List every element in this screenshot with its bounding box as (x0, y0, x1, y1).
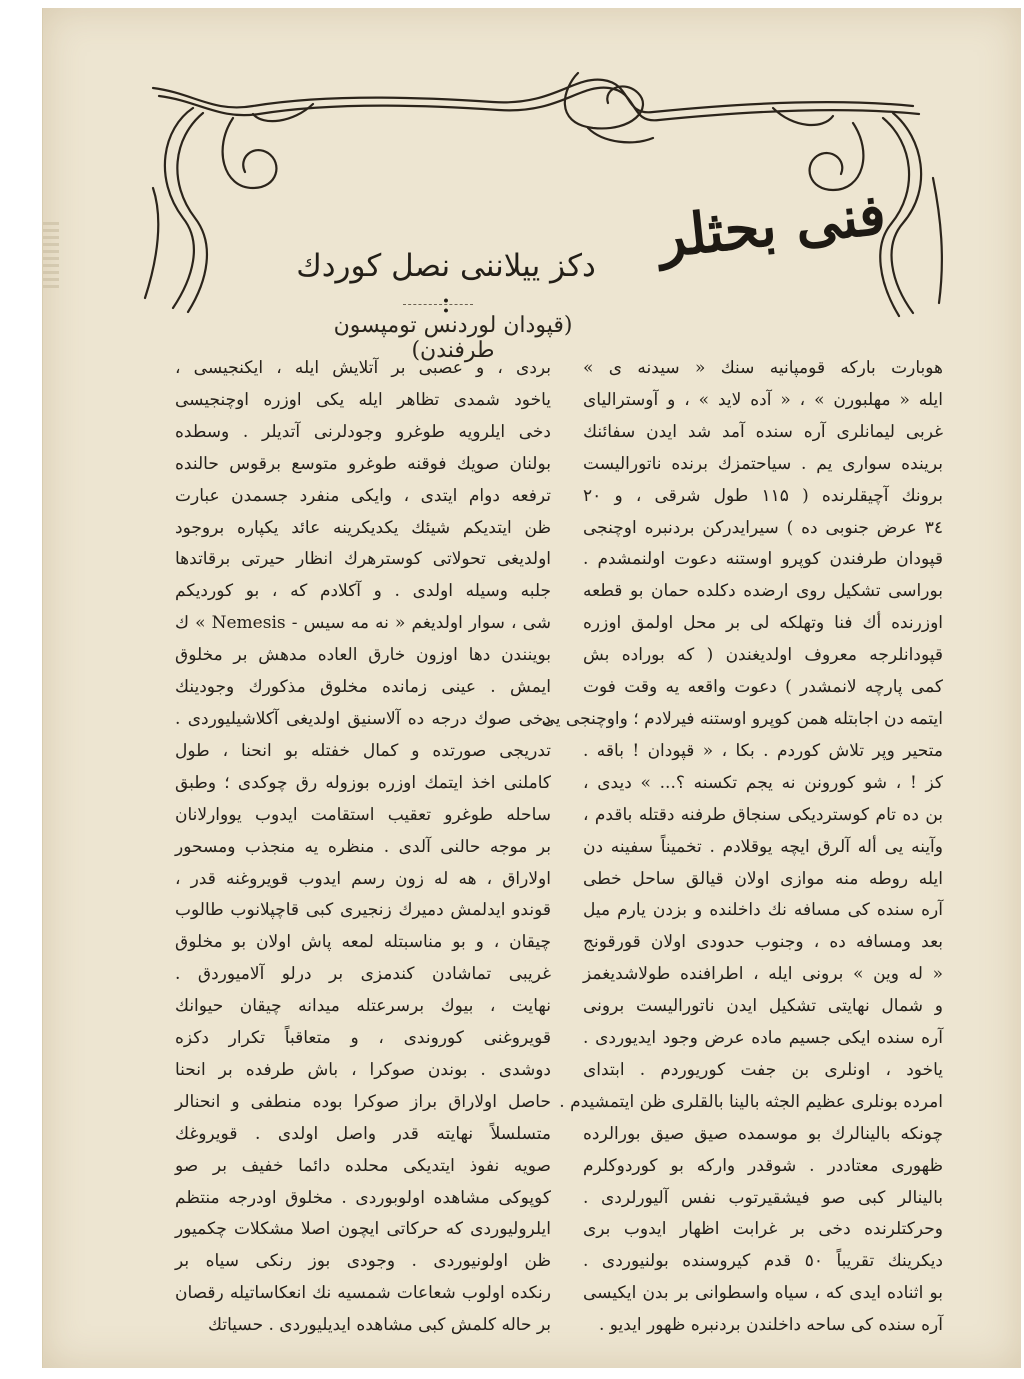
article-byline: (قپودان لوردنس تومپسون طرفندن) (333, 313, 573, 363)
text-line: ظن اولونیوردی . وجودی بوز رنکی سیاه بر (175, 1251, 551, 1272)
page-fold-mark (43, 218, 59, 288)
text-line: یاخود شمدی تظاهر ایله یکی اوزره اوچنجیسی (175, 389, 551, 410)
text-line: دوشدی . بوندن صوکرا ، باش طرفده بر انحنا (175, 1059, 551, 1080)
text-line: قپودانلرجه معروف اولدیغندن ( که بوراده بش (583, 645, 943, 666)
text-line: ایمش . عینی زمانده مخلوق مذکورك وجودینك (175, 677, 551, 698)
text-line: ایله « مهلبورن » ، « آده لاید » ، و آوسترالیای (583, 389, 943, 410)
text-line: بعد ومسافه ده ، وجنوب حدودی اولان قورقونج (583, 932, 943, 953)
text-line: هوبارت بارکه قومپانیه سنك « سیدنه ی » (583, 358, 943, 378)
text-line: چونکه بالینالرك بو موسمده صیق صیق بورالرده (583, 1123, 943, 1144)
article-title: دکز ییلاننی نصل کوردك : (296, 248, 596, 320)
text-line: جلبه وسیله اولدی . و آکلادم که ، بو کوردیکم (175, 581, 551, 602)
text-line: غریبی تماشادن کندمزی بر درلو آلامیوردق . (175, 964, 551, 985)
text-line: ظن ایتدیکم شیئك یکدیکرینه عائد یکپاره بروجود (175, 517, 551, 538)
text-line: شی ، سوار اولدیغم « نه مه سیس - Nemesis » ك (175, 613, 551, 634)
text-line: تدریجی صورتده و کمال خفتله بو انحنا ، طول (175, 740, 551, 761)
title-divider (403, 304, 473, 305)
text-line: ۳٤ عرض جنوبی ده ) سیرایدرکن بردنبره اوچنجی (583, 517, 943, 538)
text-line: دخی صوك درجه ده آلاسنیق اولدیغی آکلاشیلیوردی . (175, 708, 551, 729)
text-line: برینده سواری یم . سیاحتمزك برنده ناتورالیست (583, 453, 943, 474)
text-line: ترفعه دوام ایتدی ، وایکی منفرد جسمدن عبارت (175, 485, 551, 506)
text-line: آره سنده کی ساحه داخلندن بردنبره ظهور ایدیو . (598, 1315, 943, 1336)
text-line: کز ! ، شو کورونن نه یجم تکسنه ؟... » دیدی ، (583, 772, 943, 793)
text-line: دیکرینك تقریباً ٥٠ قدم کیروسنده بولنیوردی . (583, 1251, 943, 1272)
magazine-section-title: فنی بحثلر (655, 181, 889, 271)
text-line: ساحله طوغرو تعقیب استقامت ایدوب یووارلانان (175, 804, 551, 825)
text-column-left (175, 353, 551, 1342)
text-line: متسلسلاً نهایته قدر واصل اولدی . قویروغك (175, 1123, 551, 1144)
text-line: اولاراق ، هه له زون رسم ایدوب قویروغنه قدر ، (175, 868, 551, 889)
text-line: کمی پارچه لانمشدر ) دعوت واقعه یه وقت فوت (583, 677, 943, 698)
text-line: دخی ایلرویه طوغرو وجودلرنی آتدیلر . وسطده (175, 421, 551, 442)
text-line: نهایت ، بیوك برسرعتله میدانه چیقان حیوانك (175, 996, 551, 1017)
text-line: بولنان صویك فوقنه طوغرو متوسع برقوس حالنده (175, 453, 551, 474)
magazine-page (42, 8, 1021, 1368)
text-line: رنکده اولوب شعاعات شمسیه نك انعکاساتیله رقصان (175, 1283, 551, 1304)
text-line: وحرکتلرنده دخی بر غرابت اظهار ایدوب بری (583, 1219, 943, 1240)
text-line: اولدیغی تحولاتی کوسترهرك انظار حیرتی برقاتدها (175, 549, 551, 570)
text-line: قپودان طرفندن کوپرو اوستنه دعوت اولنمشدم . (583, 549, 943, 570)
text-line: ایلرولیوردی که حرکاتی ایچون اصلا مشکلات چکمیور (175, 1219, 551, 1240)
text-line: کاملنی اخذ ایتمك اوزره بوزوله رق چوکدی ؛ وطبق (175, 772, 551, 793)
text-line: اوزرنده أك فنا وتهلکه لی بر محل اولمق اوزره (583, 613, 943, 634)
text-line: بر حاله کلمش کبی مشاهده ایدیلیوردی . حسیاتك (208, 1315, 551, 1336)
text-line: آره سنده ایکی جسیم ماده عرض وجود ایدیوردی . (583, 1028, 943, 1049)
text-line: چیقان ، و بو مناسبتله لمعه پاش اولان بو مخلوق (175, 932, 551, 953)
text-line: بالینالر کبی صو فیشقیرتوب نفس آلیورلردی . (583, 1187, 943, 1208)
text-line: برونك آچیقلرنده ( ۱۱۵ طول شرقی ، و ۲۰ (583, 485, 943, 506)
text-line: غربی لیمانلری آره سنده آمد شد ایدن سفائنك (583, 421, 943, 442)
text-line: کوپوکی مشاهده اولوبوردی . مخلوق اودرجه منتظم (175, 1187, 551, 1208)
text-line: بردی ، و عصبی بر آتلایش ایله ، ایکنجیسی ، (175, 358, 551, 378)
text-line: متحیر وپر تلاش کوردم . بکا ، « قپودان ! باقه . (583, 740, 943, 761)
text-line: بو اثناده ایدی که ، سیاه واسطوانی بر بدن ایکیسی (583, 1283, 943, 1304)
text-line: بوراسی تشکیل روی ارضده دکلده حمان بو قطعه (583, 581, 943, 602)
text-line: بر موجه حالنی آلدی . منظره یه منجذب ومسحور (175, 836, 551, 857)
text-line: ایله روطه منه موازی اولان قیالق ساحل خطی (583, 868, 943, 889)
text-line: حاصل اولاراق براز صوکرا بوده منطفی و انحنالر (175, 1091, 551, 1112)
text-line: وآینه یی أله آلرق ایچه یوقلادم . تخمیناً سفینه دن (583, 836, 943, 857)
text-line: آره سنده کی مسافه نك داخلنده و بزدن یارم میل (583, 900, 943, 921)
text-line: قویروغنی کوروندی ، و متعاقباً تکرار دکزه (175, 1028, 551, 1049)
text-line: قوندو ایدلمش دمیرك زنجیری کبی قاچپلانوب طالوب (175, 900, 551, 921)
text-line: بوینندن دها اوزون خارق العاده مدهش بر مخلوق (175, 645, 551, 666)
text-line: و شمال نهایتی تشکیل ایدن ناتورالیست برونی (583, 996, 943, 1017)
text-column-right (541, 353, 943, 1342)
text-line: ایتمه دن اجابتله همن کوپرو اوستنه فیرلادم ؛ واوچنجی یی (541, 708, 943, 729)
text-line: امرده بونلری عظیم الجثه بالینا بالقلری ظن ایتمشیدم . (559, 1091, 943, 1112)
text-line: بن ده تام کوستردیکی سنجاق طرفنه دقتله باقدم ، (583, 804, 943, 825)
text-line: صویه نفوذ ایتدیکی محلده دائما خفیف بر صو (175, 1155, 551, 1176)
text-line: « له وین » برونی ایله ، اطرافنده طولاشدیغمز (583, 964, 943, 985)
text-line: ظهوری معتاددر . شوقدر وارکه بو کوردوکلرم (583, 1155, 943, 1176)
text-line: یاخود ، اونلری بن جفت کوریوردم . ابتدای (583, 1059, 943, 1080)
